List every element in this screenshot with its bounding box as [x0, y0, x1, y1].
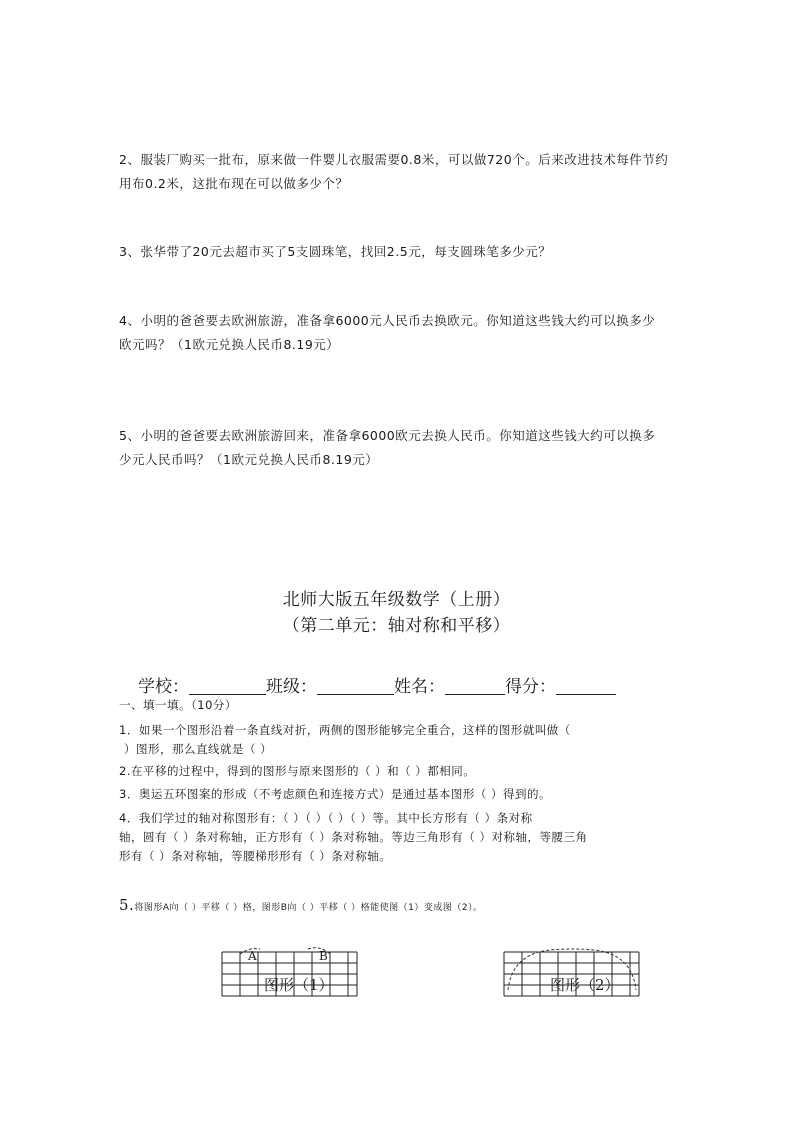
score-blank[interactable] — [556, 678, 616, 695]
figure-1-label-a: A — [248, 949, 257, 963]
figure-1-caption: 图形（1） — [264, 976, 334, 994]
figure-1-label-b: B — [319, 949, 328, 963]
fill-5-text: 将图形A向（ ）平移（ ）格，图形B向（ ）平移（ ）格能使图（1）变成图（2）。 — [134, 903, 483, 913]
problem-5-line-1: 5、小明的爸爸要去欧洲旅游回来，准备拿6000欧元去换人民币。你知道这些钱大约可以换多 — [119, 428, 656, 443]
figure-1 — [220, 946, 360, 998]
fill-1-line-1: 1．如果一个图形沿着一条直线对折，两侧的图形能够完全重合，这样的图形就叫做（ — [119, 723, 571, 737]
fill-1-line-2: ）图形，那么直线就是（ ） — [124, 742, 273, 756]
fill-3: 3．奥运五环图案的形成（不考虑颜色和连接方式）是通过基本图形（ ）得到的。 — [119, 787, 551, 801]
problem-3: 3、张华带了20元去超市买了5支圆珠笔，找回2.5元，每支圆珠笔多少元？ — [119, 244, 552, 259]
problem-5-line-2: 少元人民币吗？（1欧元兑换人民币8.19元） — [119, 452, 379, 467]
figure-2-caption: 图形（2） — [550, 976, 620, 994]
fill-5-number: 5. — [119, 896, 135, 914]
worksheet-title: 北师大版五年级数学（上册） — [282, 590, 511, 610]
score-label: 得分： — [505, 677, 556, 697]
problem-2-line-2: 用布0.2米，这批布现在可以做多少个？ — [119, 176, 349, 191]
name-label: 姓名： — [394, 677, 445, 697]
school-blank[interactable] — [189, 678, 266, 695]
header-fields — [138, 672, 616, 697]
figure-2 — [500, 946, 642, 998]
class-label: 班级： — [266, 677, 317, 697]
fill-4-line-1: 4．我们学过的轴对称图形有：（ ）（ ）（ ）（ ）等。其中长方形有（ ）条对称 — [119, 811, 533, 825]
school-label: 学校： — [138, 677, 189, 697]
section-1-heading: 一、填一填。（10分） — [119, 698, 237, 712]
fill-4-line-3: 形有（ ）条对称轴，等腰梯形形有（ ）条对称轴。 — [119, 849, 392, 863]
problem-4-line-1: 4、小明的爸爸要去欧洲旅游，准备拿6000元人民币去换欧元。你知道这些钱大约可以换多少 — [119, 313, 656, 328]
fill-4-line-2: 轴，圆有（ ）条对称轴，正方形有（ ）条对称轴。等边三角形有（ ）对称轴，等腰三角 — [119, 830, 588, 844]
worksheet-subtitle: （第二单元：轴对称和平移） — [282, 616, 511, 636]
class-blank[interactable] — [317, 678, 394, 695]
fill-5 — [119, 896, 483, 914]
name-blank[interactable] — [445, 678, 505, 695]
problem-2-line-1: 2、服装厂购买一批布，原来做一件婴儿衣服需要0.8米，可以做720个。后来改进技术每件节约 — [119, 152, 669, 167]
problem-4-line-2: 欧元吗？（1欧元兑换人民币8.19元） — [119, 337, 340, 352]
fill-2: 2.在平移的过程中，得到的图形与原来图形的（ ）和（ ）都相同。 — [119, 764, 476, 778]
